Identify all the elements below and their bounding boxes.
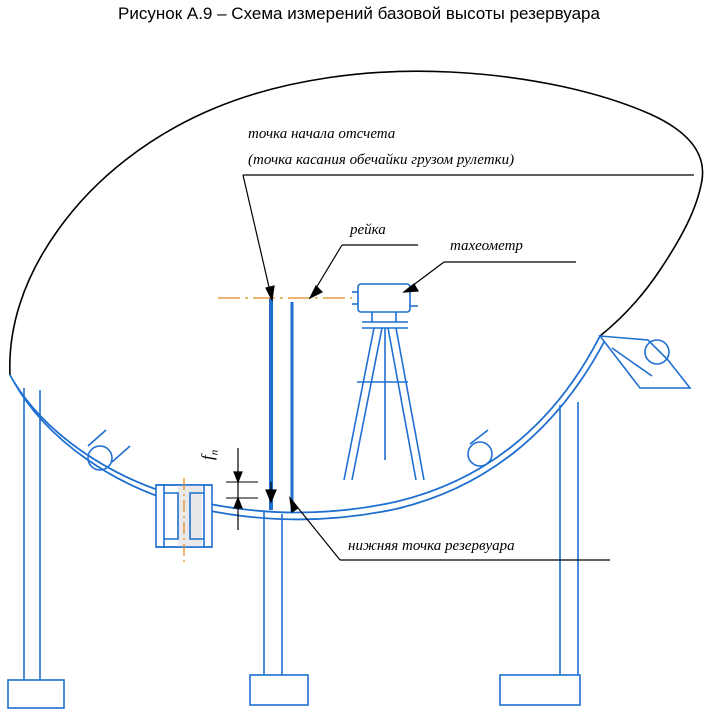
roller-right	[468, 430, 492, 466]
leader-lines	[243, 175, 694, 560]
roller-bracket-upper-right	[600, 336, 690, 388]
label-staff: рейка	[350, 222, 386, 238]
tripod	[344, 328, 424, 480]
support-leg-middle	[250, 512, 308, 705]
label-base-height-symbol: f	[198, 455, 217, 460]
measuring-staff	[271, 298, 292, 512]
label-start-point-line1: точка начала отсчета	[248, 126, 396, 142]
label-base-height-subscript: п	[208, 449, 221, 456]
diagram-canvas	[0, 30, 718, 711]
tank-bottom-curve	[10, 336, 604, 520]
figure-caption: Рисунок А.9 – Схема измерений базовой высоты резервуара	[118, 4, 600, 23]
support-leg-left	[8, 388, 64, 708]
label-base-height	[198, 450, 220, 460]
label-tacheometer: тахеометр	[450, 238, 523, 254]
label-bottom-point: нижняя точка резервуара	[348, 538, 515, 554]
label-start-point-line2: (точка касания обечайки грузом рулетки)	[248, 152, 515, 168]
